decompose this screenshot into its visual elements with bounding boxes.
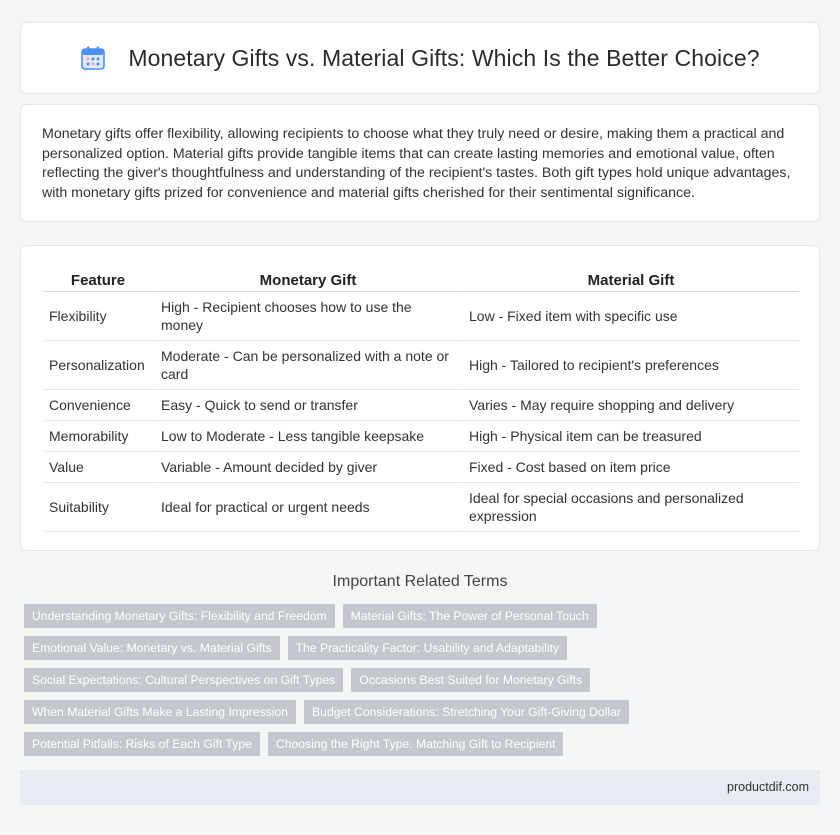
tag-row — [24, 636, 824, 668]
intro-card — [20, 104, 820, 222]
page-title: Monetary Gifts vs. Material Gifts: Which Is the Better Choice? — [128, 44, 760, 71]
row-material: Varies - May require shopping and delivery — [461, 390, 799, 421]
table-row — [43, 341, 799, 390]
table-row — [43, 452, 799, 483]
header-feature: Feature — [43, 266, 153, 292]
row-monetary: Easy - Quick to send or transfer — [153, 390, 461, 421]
tag-row — [24, 732, 824, 764]
footer — [20, 770, 820, 805]
header-material-gift: Material Gift — [461, 266, 799, 292]
related-term-tag[interactable]: When Material Gifts Make a Lasting Impression — [24, 700, 296, 724]
row-monetary: Low to Moderate - Less tangible keepsake — [153, 421, 461, 452]
row-feature: Value — [43, 452, 153, 483]
row-feature: Personalization — [43, 341, 153, 390]
footer-site-link[interactable]: productdif.com — [727, 780, 809, 794]
related-term-tag[interactable]: The Practicality Factor: Usability and Adaptability — [288, 636, 568, 660]
tag-row — [24, 604, 824, 636]
comparison-table-card — [20, 245, 820, 551]
related-term-tag[interactable]: Material Gifts: The Power of Personal Touch — [343, 604, 597, 628]
row-material: High - Physical item can be treasured — [461, 421, 799, 452]
row-monetary: Ideal for practical or urgent needs — [153, 483, 461, 532]
row-material: High - Tailored to recipient's preferences — [461, 341, 799, 390]
related-terms-list — [24, 604, 824, 764]
related-term-tag[interactable]: Understanding Monetary Gifts: Flexibility and Freedom — [24, 604, 335, 628]
tag-row — [24, 700, 824, 732]
header-card — [20, 22, 820, 94]
row-material: Ideal for special occasions and personalized expression — [461, 483, 799, 532]
tag-row — [24, 668, 824, 700]
related-term-tag[interactable]: Emotional Value: Monetary vs. Material Gifts — [24, 636, 280, 660]
intro-paragraph: Monetary gifts offer flexibility, allowing recipients to choose what they truly need or desire, making them a practical and personalized option. Material gifts provide tangible items that can create lasting memories and emotional value, often reflecting the giver's thoughtfulness and understanding of the recipient's tastes. Both gift types hold unique advantages, with monetary gifts prized for convenience and material gifts cherished for their sentimental significance. — [42, 126, 791, 201]
table-row — [43, 390, 799, 421]
row-feature: Flexibility — [43, 292, 153, 341]
row-material: Fixed - Cost based on item price — [461, 452, 799, 483]
calendar-icon — [80, 45, 106, 71]
row-feature: Suitability — [43, 483, 153, 532]
comparison-table — [43, 266, 799, 532]
related-term-tag[interactable]: Potential Pitfalls: Risks of Each Gift Type — [24, 732, 260, 756]
related-terms-title: Important Related Terms — [332, 573, 508, 590]
row-feature: Convenience — [43, 390, 153, 421]
table-row — [43, 421, 799, 452]
row-monetary: Variable - Amount decided by giver — [153, 452, 461, 483]
row-material: Low - Fixed item with specific use — [461, 292, 799, 341]
related-term-tag[interactable]: Social Expectations: Cultural Perspectives on Gift Types — [24, 668, 343, 692]
row-monetary: Moderate - Can be personalized with a note or card — [153, 341, 461, 390]
table-row — [43, 292, 799, 341]
row-feature: Memorability — [43, 421, 153, 452]
table-header-row — [43, 266, 799, 292]
related-term-tag[interactable]: Occasions Best Suited for Monetary Gifts — [351, 668, 590, 692]
related-term-tag[interactable]: Choosing the Right Type: Matching Gift to Recipient — [268, 732, 564, 756]
table-row — [43, 483, 799, 532]
related-term-tag[interactable]: Budget Considerations: Stretching Your Gift-Giving Dollar — [304, 700, 629, 724]
header-monetary-gift: Monetary Gift — [153, 266, 461, 292]
row-monetary: High - Recipient chooses how to use the money — [153, 292, 461, 341]
